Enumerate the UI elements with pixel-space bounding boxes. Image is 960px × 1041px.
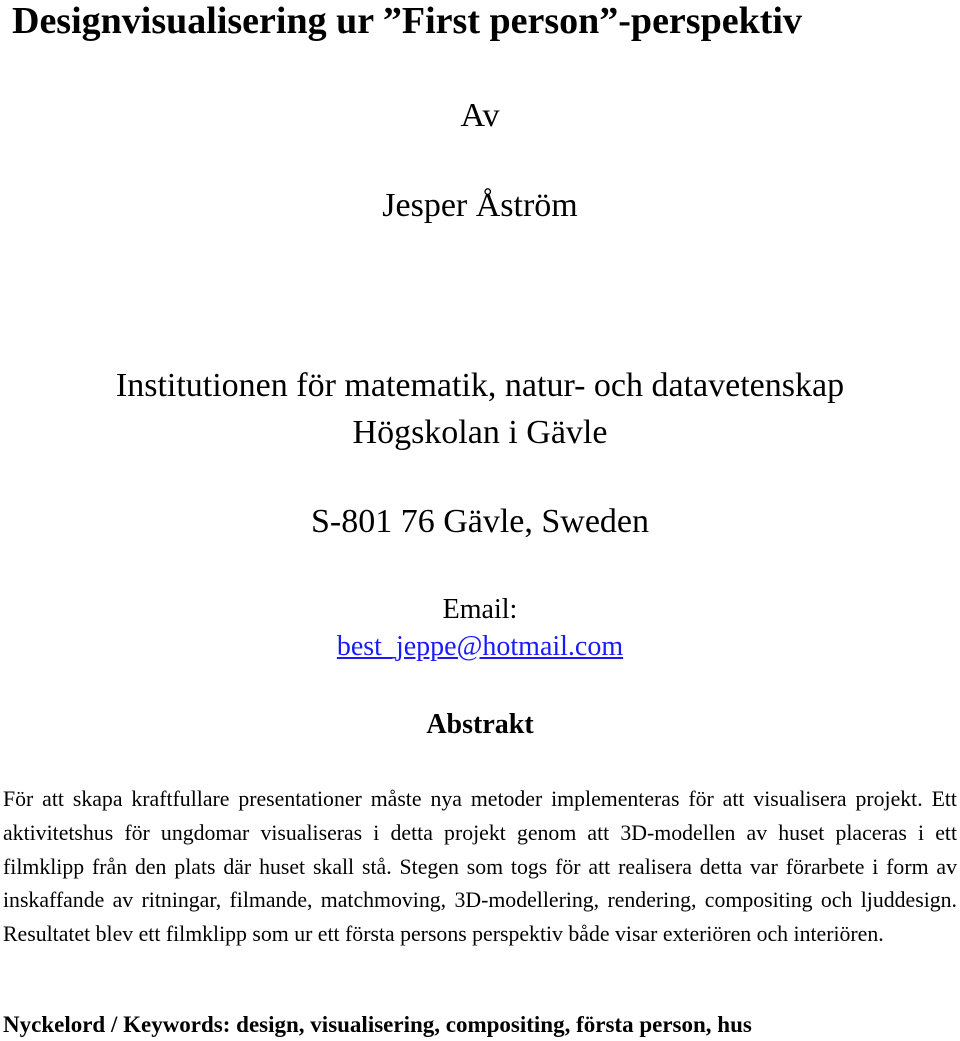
abstract-heading: Abstrakt (426, 709, 534, 740)
email-label: Email: (442, 594, 518, 625)
abstract-text: För att skapa kraftfullare presentationer måste nya metoder implementeras för att visualisera projekt. Ett aktivitetshus för ungdomar visualiseras i detta projekt genom att 3D-modellen av huset placeras i ett filmklipp från den plats där huset skall stå. Stegen som togs för att realisera detta var förarbete i form av inskaffande av ritningar, filmande, matchmoving, 3D-modellering, rendering, compositing och ljuddesign. Resultatet blev ett filmklipp som ur ett första persons perspektiv både visar exteriören och interiören. (3, 787, 957, 947)
institution-name: Institutionen för matematik, natur- och datavetenskap (115, 367, 845, 404)
university-name: Högskolan i Gävle (352, 414, 608, 451)
author-name: Jesper Åström (382, 187, 578, 224)
keywords: Nyckelord / Keywords: design, visualisering, compositing, första person, hus (3, 1012, 752, 1037)
email-link[interactable]: best_jeppe@hotmail.com (336, 631, 624, 662)
email-line (0, 631, 960, 663)
address: S-801 76 Gävle, Sweden (310, 503, 650, 540)
author-prefix: Av (460, 97, 500, 134)
document-title: Designvisualisering ur ”First person”-perspektiv (12, 0, 802, 42)
